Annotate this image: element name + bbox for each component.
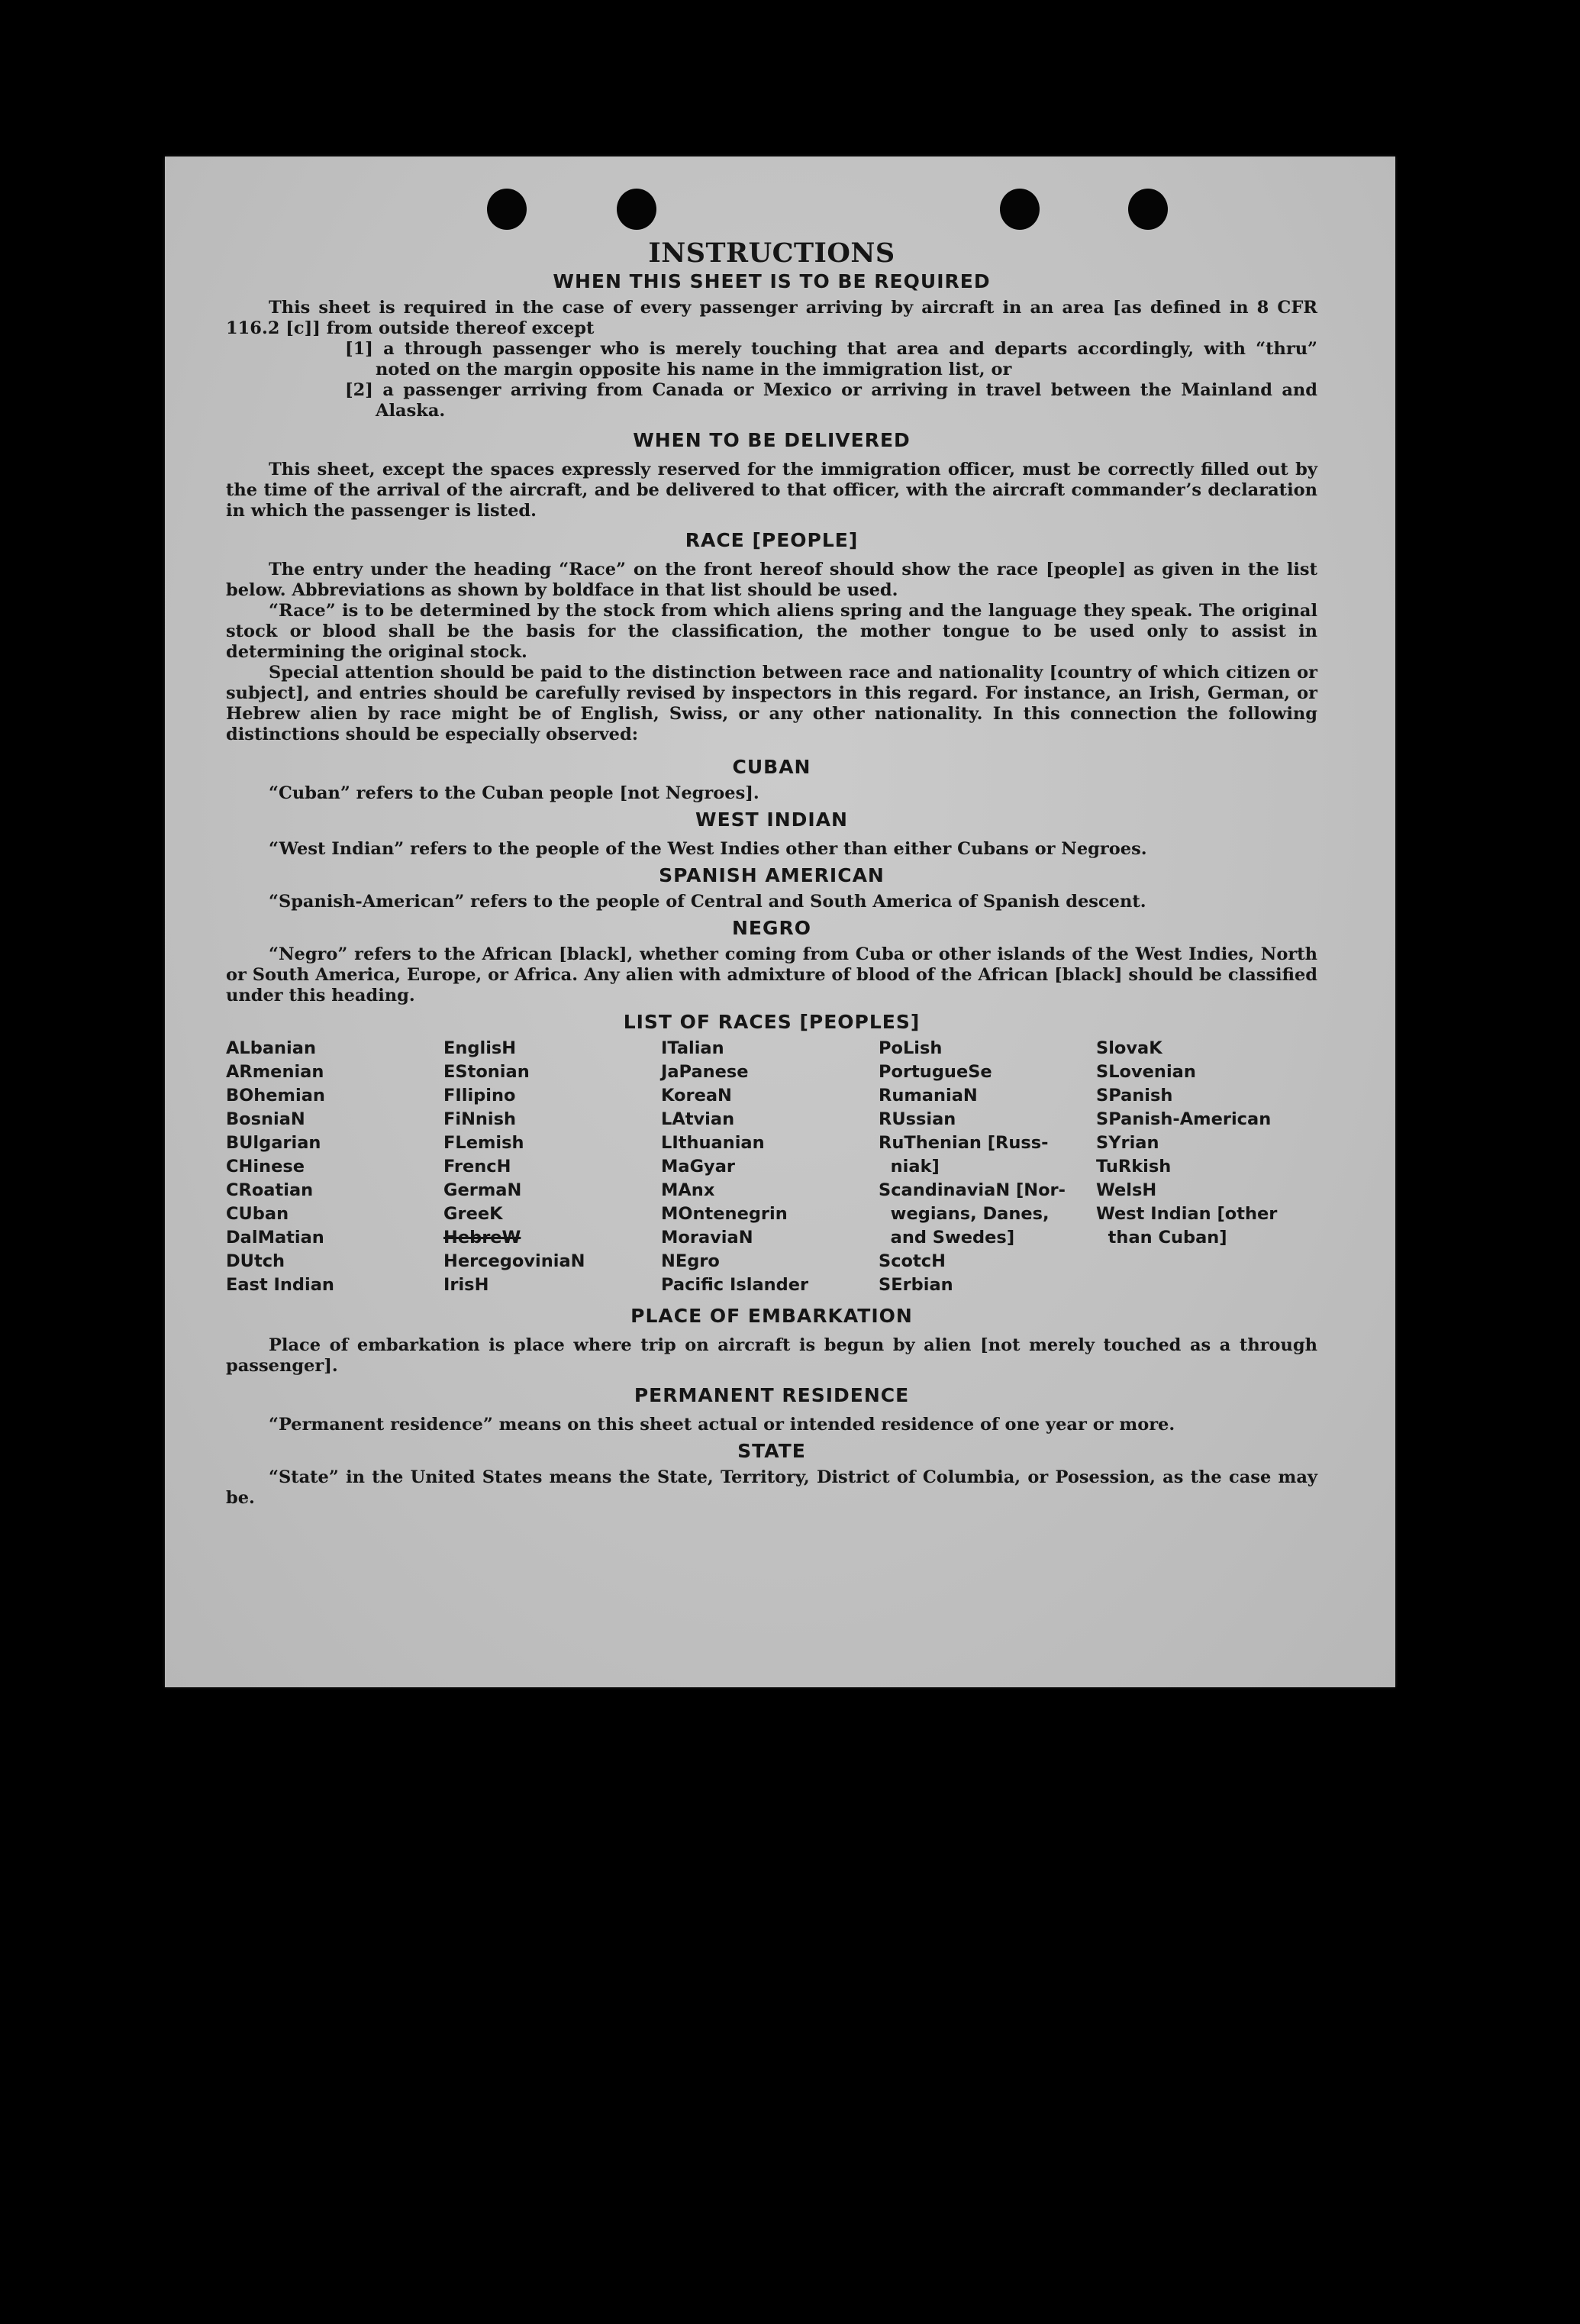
races-list bbox=[226, 1037, 1317, 1297]
race-entry: ITalian bbox=[661, 1038, 724, 1058]
race-entry: SPanish bbox=[1096, 1086, 1173, 1106]
list-of-races-heading: LIST OF RACES [PEOPLES] bbox=[623, 1011, 921, 1033]
race-entry: than Cuban] bbox=[1096, 1228, 1227, 1248]
race-entry: CHinese bbox=[226, 1157, 305, 1177]
race-entry: ScandinaviaN [Nor- bbox=[879, 1180, 1066, 1200]
races-column-5 bbox=[1096, 1037, 1317, 1297]
spanish-american-text: “Spanish-American” refers to the people of Central and South America of Spanish descent. bbox=[269, 892, 1146, 912]
race-entry: HercegoviniaN bbox=[443, 1251, 585, 1271]
race-entry: RUssian bbox=[879, 1109, 956, 1129]
races-column-1 bbox=[226, 1037, 443, 1297]
race-entry: LIthuanian bbox=[661, 1133, 765, 1153]
exception-2: [2] a passenger arriving from Canada or Mexico or arriving in travel between the Mainland and Alaska. bbox=[345, 380, 1317, 421]
race-entry: PortugueSe bbox=[879, 1062, 992, 1082]
race-entry: West Indian [other bbox=[1096, 1204, 1278, 1224]
races-column-4 bbox=[879, 1037, 1096, 1297]
punch-hole bbox=[1000, 189, 1040, 230]
race-entry: MOntenegrin bbox=[661, 1204, 788, 1224]
race-entry: MoraviaN bbox=[661, 1228, 753, 1248]
race-entry: DalMatian bbox=[226, 1228, 324, 1248]
section-heading-embarkation: PLACE OF EMBARKATION bbox=[630, 1305, 913, 1327]
race-entry: wegians, Danes, bbox=[879, 1204, 1050, 1224]
race-entry: EStonian bbox=[443, 1062, 530, 1082]
section-heading-delivered: WHEN TO BE DELIVERED bbox=[633, 429, 911, 451]
section-heading-west-indian: WEST INDIAN bbox=[695, 809, 848, 831]
races-column-2 bbox=[443, 1037, 661, 1297]
race-entry: SErbian bbox=[879, 1275, 953, 1295]
punch-hole bbox=[1128, 189, 1168, 230]
race-entry: MaGyar bbox=[661, 1157, 735, 1177]
embarkation-text: Place of embarkation is place where trip on aircraft is begun by alien [not merely touched as a through passenger]. bbox=[226, 1335, 1317, 1376]
race-entry: niak] bbox=[879, 1157, 940, 1177]
document-sheet bbox=[165, 157, 1395, 1687]
race-entry: ScotcH bbox=[879, 1251, 946, 1271]
race-entry: IrisH bbox=[443, 1275, 489, 1295]
race-entry: GreeK bbox=[443, 1204, 503, 1224]
race-entry: SLovenian bbox=[1096, 1062, 1196, 1082]
race-entry: FIlipino bbox=[443, 1086, 516, 1106]
race-entry: and Swedes] bbox=[879, 1228, 1015, 1248]
section-heading-spanish-american: SPANISH AMERICAN bbox=[659, 864, 885, 886]
race-entry: ARmenian bbox=[226, 1062, 324, 1082]
race-entry: PoLish bbox=[879, 1038, 943, 1058]
race-entry: BosniaN bbox=[226, 1109, 305, 1129]
punch-hole bbox=[617, 189, 656, 230]
race-entry: FLemish bbox=[443, 1133, 524, 1153]
race-entry: DUtch bbox=[226, 1251, 285, 1271]
cuban-text: “Cuban” refers to the Cuban people [not Negroes]. bbox=[269, 783, 759, 803]
delivered-text: This sheet, except the spaces expressly reserved for the immigration officer, must be correctly filled out by the time of the arrival of the aircraft, and be delivered to that officer, with the aircraft commander’s declaration in which the passenger is listed. bbox=[226, 460, 1317, 521]
required-text: This sheet is required in the case of every passenger arriving by aircraft in an area [as defined in 8 CFR 116.2 [c]] from outside thereof except bbox=[226, 298, 1317, 338]
race-entry: NEgro bbox=[661, 1251, 720, 1271]
punch-hole bbox=[487, 189, 527, 230]
race-entry: SPanish-American bbox=[1096, 1109, 1272, 1129]
residence-text: “Permanent residence” means on this sheet actual or intended residence of one year or more. bbox=[269, 1415, 1175, 1435]
race-entry: LAtvian bbox=[661, 1109, 735, 1129]
race-entry: MAnx bbox=[661, 1180, 715, 1200]
page-title: INSTRUCTIONS bbox=[648, 237, 895, 269]
negro-text: “Negro” refers to the African [black], whether coming from Cuba or other islands of the West Indies, North or South America, Europe, or Africa. Any alien with admixture of blood of the African [black] should be classified under this heading. bbox=[226, 944, 1317, 1005]
race-entry: CRoatian bbox=[226, 1180, 314, 1200]
race-entry: RumaniaN bbox=[879, 1086, 978, 1106]
race-entry: KoreaN bbox=[661, 1086, 732, 1106]
race-entry: JaPanese bbox=[661, 1062, 749, 1082]
state-text: “State” in the United States means the State, Territory, District of Columbia, or Posession, as the case may be. bbox=[226, 1467, 1317, 1508]
race-entry-struck-through: HebreW bbox=[443, 1228, 521, 1248]
race-entry: BUlgarian bbox=[226, 1133, 321, 1153]
race-entry: FiNnish bbox=[443, 1109, 517, 1129]
section-heading-residence: PERMANENT RESIDENCE bbox=[634, 1384, 910, 1406]
section-heading-negro: NEGRO bbox=[731, 917, 812, 939]
race-paragraph-2: “Race” is to be determined by the stock from which aliens spring and the language they speak. The original stock or blood shall be the basis for the classification, the mother tongue to be used only to assist in determining the original stock. bbox=[226, 601, 1317, 662]
race-entry: CUban bbox=[226, 1204, 289, 1224]
race-entry: East Indian bbox=[226, 1275, 334, 1295]
section-heading-race: RACE [PEOPLE] bbox=[685, 529, 859, 551]
race-entry: WelsH bbox=[1096, 1180, 1157, 1200]
races-column-3 bbox=[661, 1037, 879, 1297]
race-entry: BOhemian bbox=[226, 1086, 325, 1106]
race-entry: Pacific Islander bbox=[661, 1275, 809, 1295]
race-entry: RuThenian [Russ- bbox=[879, 1133, 1049, 1153]
race-entry: SYrian bbox=[1096, 1133, 1159, 1153]
race-entry: EnglisH bbox=[443, 1038, 517, 1058]
race-entry: ALbanian bbox=[226, 1038, 316, 1058]
race-paragraph-1: The entry under the heading “Race” on the front hereof should show the race [people] as given in the list below. Abbreviations as shown by boldface in that list should be used. bbox=[226, 560, 1317, 600]
section-heading-required: WHEN THIS SHEET IS TO BE REQUIRED bbox=[553, 270, 991, 292]
west-indian-text: “West Indian” refers to the people of the West Indies other than either Cubans or Negroes. bbox=[269, 839, 1147, 859]
race-entry: SlovaK bbox=[1096, 1038, 1162, 1058]
race-entry: FrencH bbox=[443, 1157, 511, 1177]
race-entry: TuRkish bbox=[1096, 1157, 1172, 1177]
race-entry: GermaN bbox=[443, 1180, 522, 1200]
race-paragraph-3: Special attention should be paid to the distinction between race and nationality [country of which citizen or subject], and entries should be carefully revised by inspectors in this regard. For instance, an Irish, German, or Hebrew alien by race might be of English, Swiss, or any other nationality. In this connection the following distinctions should be especially observed: bbox=[226, 663, 1317, 744]
section-heading-state: STATE bbox=[737, 1440, 806, 1462]
section-heading-cuban: CUBAN bbox=[732, 756, 811, 778]
exception-1: [1] a through passenger who is merely touching that area and departs accordingly, with “thru” noted on the margin opposite his name in the immigration list, or bbox=[345, 339, 1317, 379]
instructions-body bbox=[226, 237, 1317, 1509]
